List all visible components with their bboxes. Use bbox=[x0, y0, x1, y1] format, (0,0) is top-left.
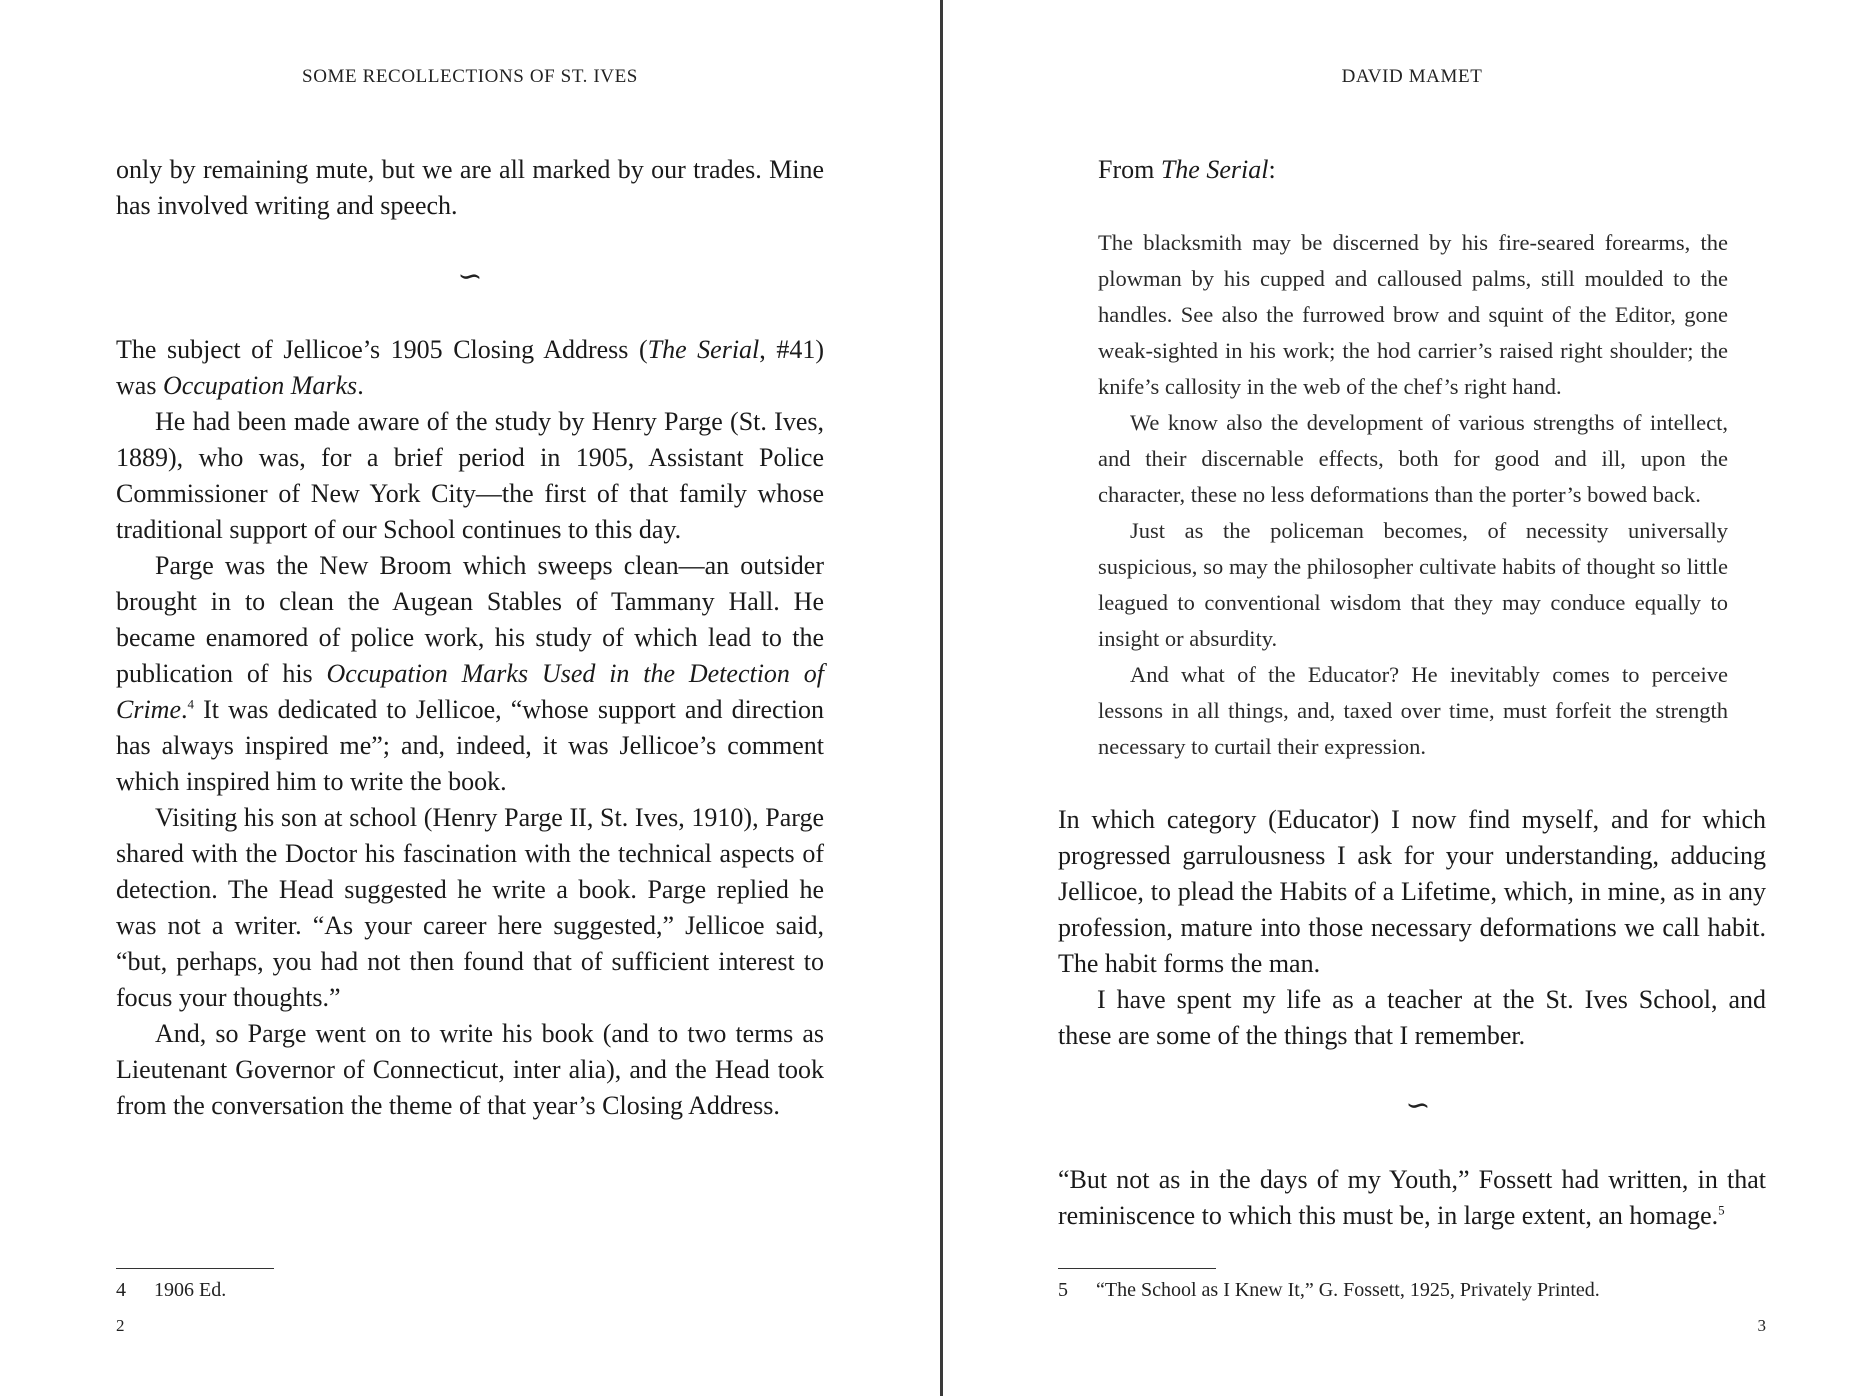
page-number: 2 bbox=[116, 1316, 125, 1335]
footnote-rule bbox=[116, 1268, 274, 1269]
paragraph: In which category (Educator) I now find myself, and for which progressed garrulousness I ask for your understanding, adducing Jellicoe, to plead the Habits of a Lifetime, which, in mine, as in any profession, mature into those necessary deformations we call habit. The habit forms the man. bbox=[1058, 805, 1766, 978]
quote-paragraph: Just as the policeman becomes, of necessity universally suspicious, so may the philosopher cultivate habits of thought so little leagued to conventional wisdom that they may conduce equally to insight or absurdity. bbox=[1098, 518, 1728, 651]
italic-title: The Serial bbox=[647, 335, 760, 364]
footnote-rule bbox=[1058, 1268, 1216, 1269]
paragraph: Visiting his son at school (Henry Parge II, St. Ives, 1910), Parge shared with the Doctor his fascination with the technical aspects of detection. The Head suggested he write a book. Parge replied he was not a writer. “As your career here suggested,” Jellicoe said, “but, perhaps, you had not then found that of sufficient interest to focus your thoughts.” bbox=[116, 803, 824, 1012]
footnote bbox=[116, 1276, 226, 1304]
body-text bbox=[1058, 802, 1766, 1054]
block-quote bbox=[1098, 225, 1728, 765]
footnote-number: 4 bbox=[116, 1279, 126, 1301]
quote-paragraph: The blacksmith may be discerned by his fire-seared forearms, the plowman by his cupped and calloused palms, still moulded to the handles. See also the furrowed brow and squint of the Editor, gone weak-sighted in his work; the hod carrier’s raised right shoulder; the knife’s callosity in the web of the chef’s right hand. bbox=[1098, 230, 1728, 399]
paragraph: Parge was the New Broom which sweeps clean—an outsider brought in to clean the Augean Stables of Tammany Hall. He became enamored of police work, his study of which lead to the publication of his Occupation Marks Used in the Detection of Crime.$^4$ It was dedicated to Jellicoe, “whose support and direction has always inspired me”; and, indeed, it was Jellicoe’s comment which inspired him to write the book. bbox=[116, 551, 824, 796]
right-page bbox=[944, 0, 1862, 1396]
extract-intro: From The Serial: bbox=[1098, 155, 1276, 184]
paragraph: He had been made aware of the study by Henry Parge (St. Ives, 1889), who was, for a brief period in 1905, Assistant Police Commissioner of New York City—the first of that family whose traditional support of our School continues to this day. bbox=[116, 407, 824, 544]
gutter-divider bbox=[940, 0, 943, 1396]
body-text bbox=[116, 332, 824, 1124]
section-break-ornament: ∽ bbox=[457, 260, 483, 293]
italic-title: The Serial bbox=[1160, 155, 1269, 184]
footnote-text: 1906 Ed. bbox=[154, 1279, 227, 1301]
italic-title: Occupation Marks bbox=[162, 371, 358, 400]
italic-title: Occupation Marks Used in the Detection of Crime bbox=[116, 659, 824, 724]
continued-paragraph bbox=[116, 152, 824, 224]
footnote-reference[interactable]: 5 bbox=[1718, 1202, 1725, 1218]
running-head: SOME RECOLLECTIONS OF ST. IVES bbox=[302, 66, 638, 87]
footnote-reference[interactable]: 4 bbox=[187, 696, 194, 712]
paragraph: I have spent my life as a teacher at the St. Ives School, and these are some of the things that I remember. bbox=[1058, 985, 1766, 1050]
footnote-text: “The School as I Knew It,” G. Fossett, 1925, Privately Printed. bbox=[1096, 1279, 1600, 1301]
running-head: DAVID MAMET bbox=[1341, 66, 1483, 87]
footnote bbox=[1058, 1276, 1600, 1304]
section-break-ornament: ∽ bbox=[1405, 1089, 1431, 1122]
body-text bbox=[1058, 1162, 1766, 1234]
page-number: 3 bbox=[1757, 1316, 1766, 1335]
quote-paragraph: We know also the development of various strengths of intellect, and their discernable effects, both for good and ill, upon the character, these no less deformations than the porter’s bowed back. bbox=[1098, 410, 1728, 507]
footnote-number: 5 bbox=[1058, 1279, 1068, 1301]
paragraph: And, so Parge went on to write his book (and to two terms as Lieutenant Governor of Connecticut, inter alia), and the Head took from the conversation the theme of that year’s Closing Address. bbox=[116, 1019, 824, 1120]
quote-paragraph: And what of the Educator? He inevitably comes to perceive lessons in all things, and, taxed over time, must forfeit the strength necessary to curtail their expression. bbox=[1098, 662, 1728, 759]
paragraph: “But not as in the days of my Youth,” Fossett had written, in that reminiscence to which this must be, in large extent, an homage.$^5$ bbox=[1058, 1165, 1766, 1230]
paragraph: only by remaining mute, but we are all marked by our trades. Mine has involved writing and speech. bbox=[116, 155, 824, 220]
paragraph: The subject of Jellicoe’s 1905 Closing Address (The Serial, #41) was Occupation Marks. bbox=[116, 335, 824, 400]
